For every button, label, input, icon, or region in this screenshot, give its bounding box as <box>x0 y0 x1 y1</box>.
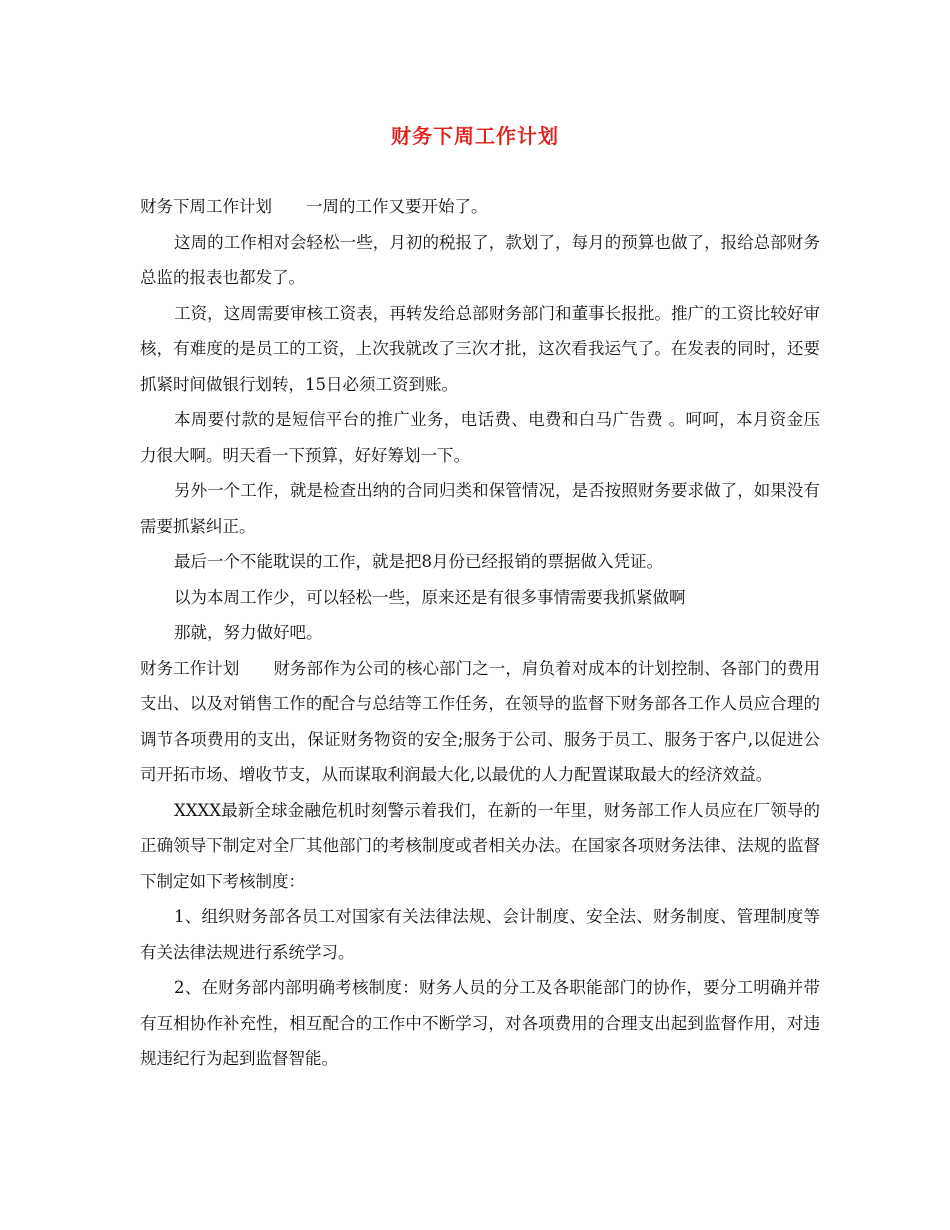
document-body <box>140 189 820 1077</box>
paragraph <box>140 651 820 793</box>
paragraph: 本周要付款的是短信平台的推广业务，电话费、电费和白马广告费 。呵呵，本月资金压力很大啊。明天看一下预算，好好筹划一下。 <box>140 410 820 465</box>
paragraph: 工资，这周需要审核工资表，再转发给总部财务部门和董事长报批。推广的工资比较好审核，有难度的是员工的工资，上次我就改了三次才批，这次看我运气了。在发表的同时，还要抓紧时间做银行划转，15日必须工资到账。 <box>140 303 820 394</box>
paragraph: 另外一个工作，就是检查出纳的合同归类和保管情况，是否按照财务要求做了，如果没有需要抓紧纠正。 <box>140 481 820 536</box>
paragraph: 2、在财务部内部明确考核制度：财务人员的分工及各职能部门的协作，要分工明确并带有互相协作补充性，相互配合的工作中不断学习，对各项费用的合理支出起到监督作用，对违规违纪行为起到监督智能。 <box>140 978 820 1068</box>
document-title: 财务下周工作计划 <box>391 124 559 148</box>
paragraph: 最后一个不能耽误的工作，就是把8月份已经报销的票据做入凭证。 <box>174 552 663 571</box>
paragraph: XXXX最新全球金融危机时刻警示着我们，在新的一年里，财务部工作人员应在厂领导的正确领导下制定对全厂其他部门的考核制度或者相关办法。在国家各项财务法律、法规的监督下制定如下考核制度： <box>140 800 820 891</box>
paragraph-lead: 财务下周工作计划 <box>140 197 272 216</box>
paragraph-text: 财务部作为公司的核心部门之一，肩负着对成本的计划控制、各部门的费用支出、以及对销售工作的配合与总结等工作任务，在领导的监督下财务部各工作人员应合理的调节各项费用的支出，保证财务物资的安全;服务于公司、服务于员工、服务于客户,以促进公司开拓市场、增收节支，从而谋取利润最大化,以最优的人力配置谋取最大的经济效益。 <box>140 658 821 784</box>
paragraph: 1、组织财务部各员工对国家有关法律法规、会计制度、安全法、财务制度、管理制度等有关法律法规进行系统学习。 <box>140 907 820 962</box>
paragraph <box>140 189 820 225</box>
paragraph-lead: 财务工作计划 <box>140 658 240 678</box>
paragraph: 这周的工作相对会轻松一些，月初的税报了，款划了，每月的预算也做了，报给总部财务总监的报表也都发了。 <box>140 232 820 287</box>
paragraph: 那就，努力做好吧。 <box>174 623 323 642</box>
paragraph: 以为本周工作少，可以轻松一些，原来还是有很多事情需要我抓紧做啊 <box>174 587 686 607</box>
paragraph-text: 一周的工作又要开始了。 <box>306 197 488 216</box>
